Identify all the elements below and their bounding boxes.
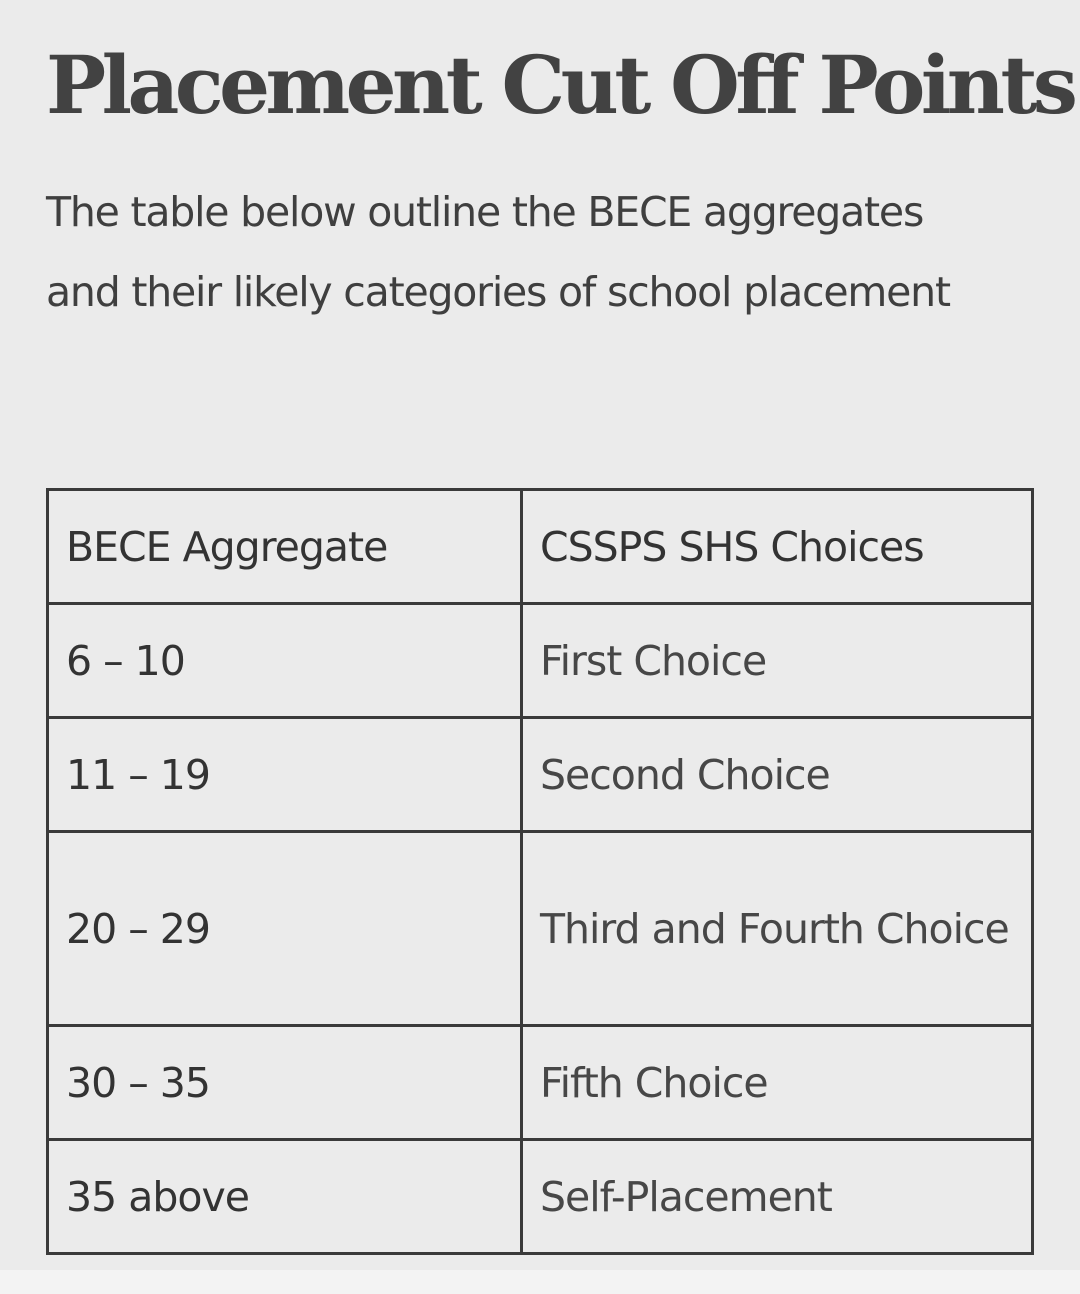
aggregate-cell: 20 – 29 xyxy=(48,832,522,1026)
choice-cell: First Choice xyxy=(522,604,1033,718)
table-row xyxy=(48,1140,1033,1254)
aggregate-cell: 11 – 19 xyxy=(48,718,522,832)
intro-paragraph: The table below outline the BECE aggregates and their likely categories of school placement xyxy=(46,188,950,316)
table-row xyxy=(48,1026,1033,1140)
table-header-row xyxy=(48,490,1033,604)
choice-cell: Fifth Choice xyxy=(522,1026,1033,1140)
table-row xyxy=(48,604,1033,718)
table-row xyxy=(48,718,1033,832)
header-cssps-choices: CSSPS SHS Choices xyxy=(522,490,1033,604)
aggregate-cell: 35 above xyxy=(48,1140,522,1254)
choice-cell: Third and Fourth Choice xyxy=(522,832,1033,1026)
page-title: Placement Cut Off Points xyxy=(46,38,1074,132)
choice-cell: Self-Placement xyxy=(522,1140,1033,1254)
aggregate-cell: 30 – 35 xyxy=(48,1026,522,1140)
choice-cell: Second Choice xyxy=(522,718,1033,832)
aggregate-cell: 6 – 10 xyxy=(48,604,522,718)
table-row xyxy=(48,832,1033,1026)
header-bece-aggregate: BECE Aggregate xyxy=(48,490,522,604)
placement-table xyxy=(46,488,1034,1255)
